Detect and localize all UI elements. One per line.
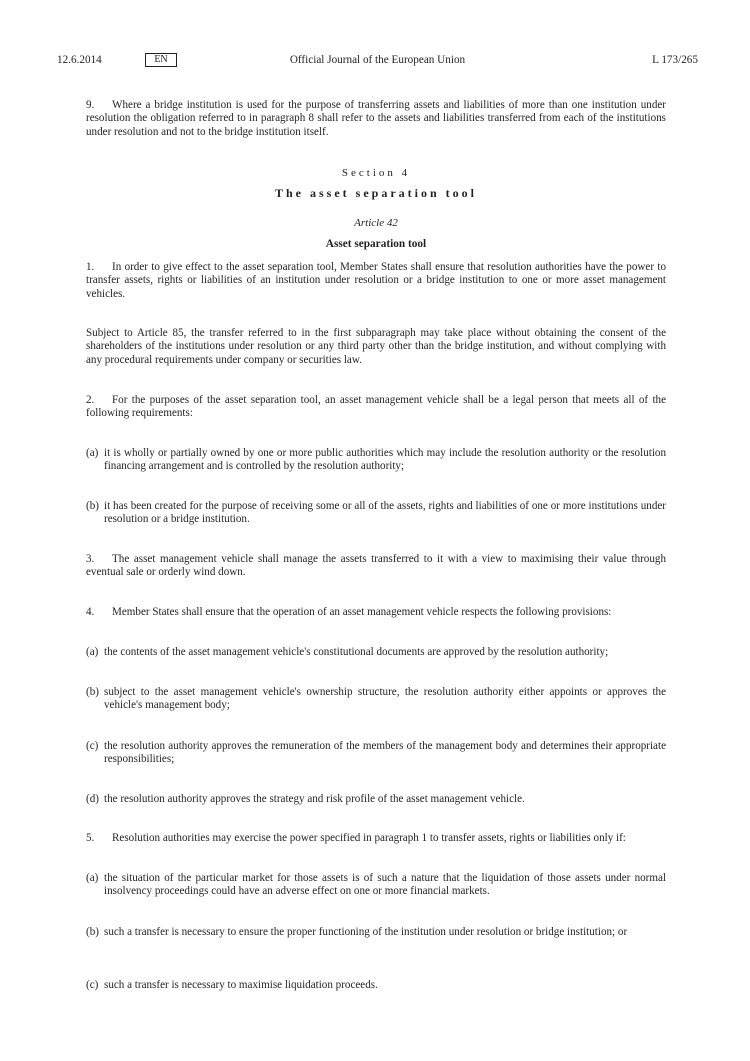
item-label: (d) xyxy=(86,793,99,805)
language-badge: EN xyxy=(145,53,177,67)
item-label: (a) xyxy=(86,646,99,658)
paragraph-text: Subject to Article 85, the transfer referred to in the first subparagraph may take place without obtaining the consent of the shareholders of the institutions under resolution or any third party other than the bridge institution, and without complying with any procedural requirements under company or securities law. xyxy=(86,327,666,366)
header-date: 12.6.2014 xyxy=(57,54,102,66)
list-item xyxy=(86,447,666,474)
list-item xyxy=(86,979,666,992)
list-item xyxy=(86,793,666,806)
article-title: Asset separation tool xyxy=(325,238,427,250)
paragraph-number: 3. xyxy=(86,553,95,565)
list-item xyxy=(86,872,666,899)
item-label: (a) xyxy=(86,872,99,884)
journal-title: Official Journal of the European Union xyxy=(289,54,466,66)
item-text: the situation of the particular market for those assets is of such a nature that the liquidation of those assets under normal insolvency proceedings could have an adverse effect on one or more financial markets. xyxy=(104,872,666,898)
item-text: subject to the asset management vehicle's ownership structure, the resolution authority either appoints or approves the vehicle's management body; xyxy=(104,686,666,712)
paragraph-5 xyxy=(86,832,666,845)
paragraph-9 xyxy=(86,99,666,139)
item-label: (b) xyxy=(86,686,99,698)
list-item xyxy=(86,740,666,767)
paragraph-2 xyxy=(86,394,666,421)
paragraph-text: Where a bridge institution is used for the purpose of transferring assets and liabilities of more than one institution under resolution the obligation referred to in paragraph 8 shall refer to the assets and liabilities transferred from each of the institutions under resolution and not to the bridge institution itself. xyxy=(86,99,666,138)
article-number: Article 42 xyxy=(354,217,398,229)
paragraph-4 xyxy=(86,606,666,619)
paragraph-text: In order to give effect to the asset separation tool, Member States shall ensure that resolution authorities have the power to transfer assets, rights or liabilities of an institution under resolution or a bridge institution to one or more asset management vehicles. xyxy=(86,261,666,300)
paragraph-number: 5. xyxy=(86,832,95,844)
paragraph-1 xyxy=(86,261,666,301)
item-text: the contents of the asset management vehicle's constitutional documents are approved by the resolution authority; xyxy=(104,646,609,658)
item-text: such a transfer is necessary to ensure the proper functioning of the institution under resolution or bridge institution; or xyxy=(104,926,628,938)
paragraph-number: 4. xyxy=(86,606,95,618)
paragraph-number: 1. xyxy=(86,261,95,273)
paragraph-number: 9. xyxy=(86,99,95,111)
list-item xyxy=(86,686,666,713)
paragraph-text: Resolution authorities may exercise the power specified in paragraph 1 to transfer assets, rights or liabilities only if: xyxy=(112,832,626,844)
list-item xyxy=(86,500,666,527)
paragraph-text: For the purposes of the asset separation tool, an asset management vehicle shall be a legal person that meets all of the following requirements: xyxy=(86,394,666,420)
paragraph-text: Member States shall ensure that the operation of an asset management vehicle respects the following provisions: xyxy=(112,606,612,618)
paragraph-number: 2. xyxy=(86,394,95,406)
item-label: (a) xyxy=(86,447,99,459)
item-label: (c) xyxy=(86,979,99,991)
item-text: it is wholly or partially owned by one or more public authorities which may include the resolution authority or the resolution financing arrangement and is controlled by the resolution authority; xyxy=(104,447,666,473)
paragraph-1-subparagraph xyxy=(86,327,666,367)
item-label: (b) xyxy=(86,926,99,938)
paragraph-3 xyxy=(86,553,666,580)
page-header xyxy=(57,53,698,69)
item-text: it has been created for the purpose of receiving some or all of the assets, rights and liabilities of one or more institutions under resolution or a bridge institution. xyxy=(104,500,666,526)
page-reference: L 173/265 xyxy=(652,54,698,66)
list-item xyxy=(86,926,666,939)
item-text: the resolution authority approves the strategy and risk profile of the asset management vehicle. xyxy=(104,793,525,805)
item-text: such a transfer is necessary to maximise liquidation proceeds. xyxy=(104,979,378,991)
item-text: the resolution authority approves the remuneration of the members of the management body and determines their appropriate responsibilities; xyxy=(104,740,666,766)
list-item xyxy=(86,646,666,659)
paragraph-text: The asset management vehicle shall manage the assets transferred to it with a view to maximising their value through eventual sale or orderly wind down. xyxy=(86,553,666,579)
item-label: (b) xyxy=(86,500,99,512)
section-title: The asset separation tool xyxy=(275,186,477,200)
item-label: (c) xyxy=(86,740,99,752)
section-label: Section 4 xyxy=(341,167,411,179)
